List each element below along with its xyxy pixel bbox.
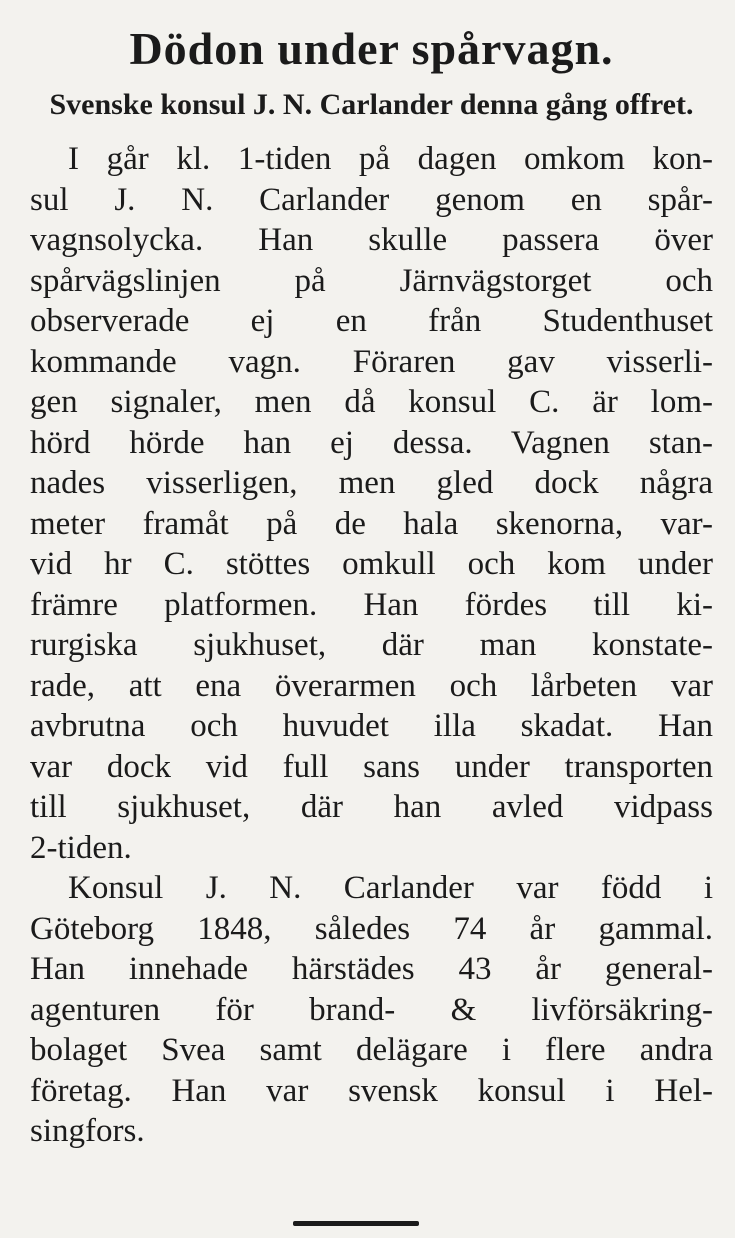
article-line: hörd hörde han ej dessa. Vagnen stan- [30,424,713,461]
article-line: främre platformen. Han fördes till ki- [30,586,713,623]
article-line: spårvägslinjen på Järnvägstorget och [30,262,713,299]
article-line: bolaget Svea samt delägare i flere andra [30,1032,713,1068]
article-line: sul J. N. Carlander genom en spår- [30,181,713,218]
end-rule [293,1221,419,1226]
paragraph-1 [30,139,713,868]
article-line: rade, att ena överarmen och lårbeten var [30,667,713,704]
article-line: nades visserligen, men gled dock några [30,465,713,501]
article-line: kommande vagn. Föraren gav visserli- [30,343,713,380]
article-line: rurgiska sjukhuset, där man konstate- [30,627,713,663]
article-line: företag. Han var svensk konsul i Hel- [30,1072,713,1109]
article-line: Han innehade härstädes 43 år general- [30,951,713,987]
article-line: observerade ej en från Studenthuset [30,303,713,339]
paragraph-2 [30,868,713,1152]
article-line: 2-tiden. [30,829,132,866]
article-line: singfors. [30,1113,145,1149]
article-line: vagnsolycka. Han skulle passera över [30,222,713,258]
article-line: agenturen för brand- & livförsäkring- [30,991,713,1028]
article-line: Konsul J. N. Carlander var född i [68,870,713,906]
article-line: Göteborg 1848, således 74 år gammal. [30,910,713,947]
article-line: I går kl. 1-tiden på dagen omkom kon- [68,141,713,177]
article-line: avbrutna och huvudet illa skadat. Han [30,708,713,744]
article-line: till sjukhuset, där han avled vidpass [30,789,713,825]
subheadline: Svenske konsul J. N. Carlander denna gång offret. [49,88,694,121]
article-line: meter framåt på de hala skenorna, var- [30,505,713,542]
article-body [30,139,713,1152]
article-line: gen signaler, men då konsul C. är lom- [30,384,713,420]
article-line: var dock vid full sans under transporten [30,748,713,785]
headline: Dödon under spårvagn. [129,23,614,74]
article-line: vid hr C. stöttes omkull och kom under [30,546,713,582]
